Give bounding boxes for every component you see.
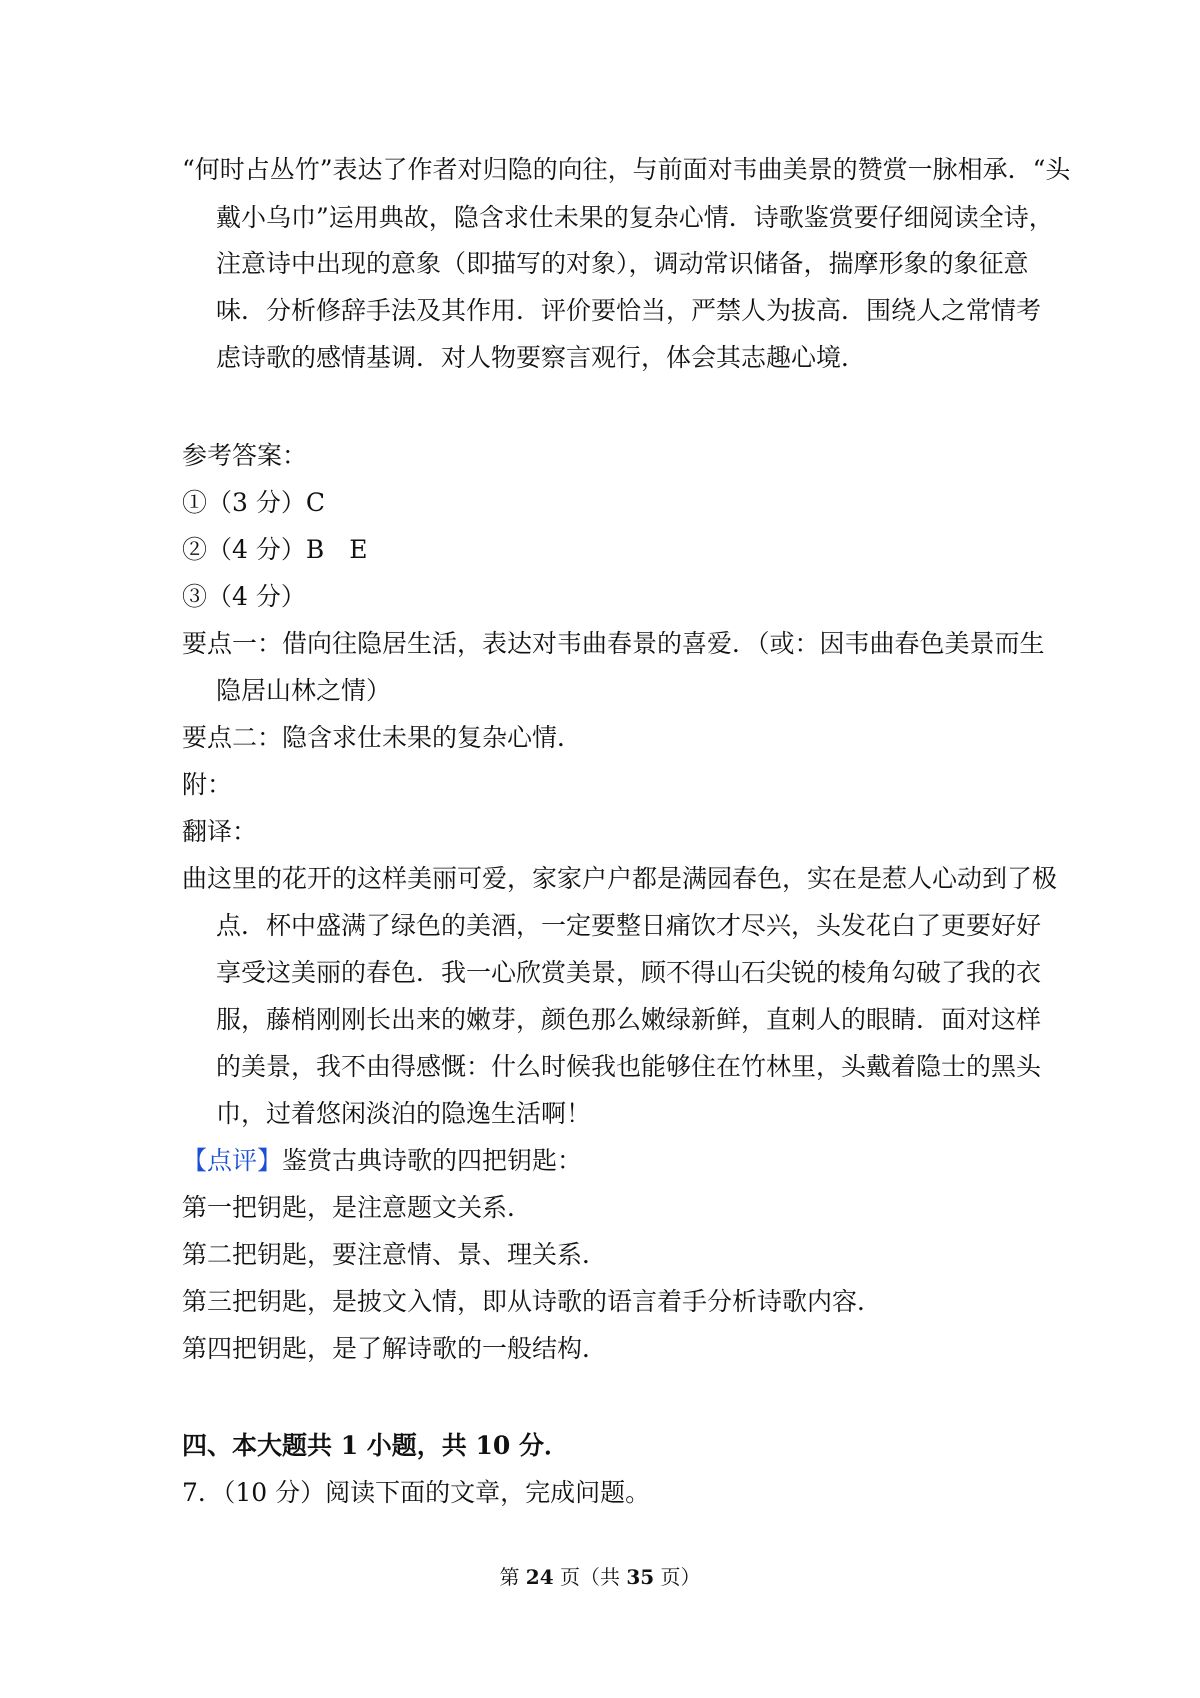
answer-q3: ③（4 分） — [182, 582, 306, 611]
translation-line-1: 曲这里的花开的这样美丽可爱，家家户户都是满园春色，实在是惹人心动到了极 — [182, 864, 1058, 893]
footer-prefix: 第 — [499, 1565, 526, 1589]
comment-text: 鉴赏古典诗歌的四把钥匙： — [282, 1146, 583, 1175]
footer-middle: 页（共 — [553, 1565, 627, 1589]
comment-line — [182, 1143, 1042, 1179]
answer-point1-line-2: 隐居山林之情） — [216, 676, 392, 705]
translation-heading: 翻译： — [182, 817, 258, 846]
answer-heading: 参考答案： — [182, 441, 308, 470]
comment-tag: 【点评】 — [182, 1146, 283, 1175]
analysis-line-5: 虑诗歌的感情基调．对人物要察言观行，体会其志趣心境． — [216, 343, 867, 372]
key-1: 第一把钥匙，是注意题文关系． — [182, 1193, 533, 1222]
analysis-line-1: “何时占丛竹”表达了作者对归隐的向往，与前面对韦曲美景的赞赏一脉相承．“头 — [182, 155, 1071, 184]
answer-q1: ①（3 分）C — [182, 488, 325, 517]
translation-line-5: 的美景，我不由得感慨：什么时候我也能够住在竹林里，头戴着隐士的黑头 — [216, 1052, 1042, 1081]
translation-line-2: 点．杯中盛满了绿色的美酒，一定要整日痛饮才尽兴，头发花白了更要好好 — [216, 911, 1042, 940]
key-4: 第四把钥匙，是了解诗歌的一般结构． — [182, 1334, 608, 1363]
footer-suffix: 页） — [654, 1565, 701, 1589]
appendix-label: 附： — [182, 770, 233, 799]
answer-point2: 要点二：隐含求仕未果的复杂心情． — [182, 723, 583, 752]
section-title: 四、本大题共 1 小题，共 10 分． — [182, 1431, 570, 1460]
translation-line-6: 巾，过着悠闲淡泊的隐逸生活啊！ — [216, 1099, 592, 1128]
answer-point1-line-1: 要点一：借向往隐居生活，表达对韦曲春景的喜爱．（或：因韦曲春色美景而生 — [182, 629, 1045, 658]
page-footer — [0, 1562, 1200, 1592]
answer-q2: ②（4 分）B E — [182, 535, 368, 564]
key-2: 第二把钥匙，要注意情、景、理关系． — [182, 1240, 608, 1269]
analysis-line-3: 注意诗中出现的意象（即描写的对象），调动常识储备，揣摩形象的象征意 — [216, 249, 1029, 278]
footer-page-number: 24 — [525, 1565, 554, 1589]
analysis-line-2: 戴小乌巾”运用典故，隐含求仕未果的复杂心情．诗歌鉴赏要仔细阅读全诗， — [216, 203, 1054, 232]
analysis-line-4: 味．分析修辞手法及其作用．评价要恰当，严禁人为拔高．围绕人之常情考 — [216, 296, 1042, 325]
key-3: 第三把钥匙，是披文入情，即从诗歌的语言着手分析诗歌内容． — [182, 1287, 883, 1316]
footer-total-pages: 35 — [626, 1565, 655, 1589]
question-7: 7．（10 分）阅读下面的文章，完成问题。 — [182, 1478, 651, 1507]
translation-line-3: 享受这美丽的春色．我一心欣赏美景，顾不得山石尖锐的棱角勾破了我的衣 — [216, 958, 1042, 987]
translation-line-4: 服，藤梢刚刚长出来的嫩芽，颜色那么嫩绿新鲜，直刺人的眼睛．面对这样 — [216, 1005, 1042, 1034]
